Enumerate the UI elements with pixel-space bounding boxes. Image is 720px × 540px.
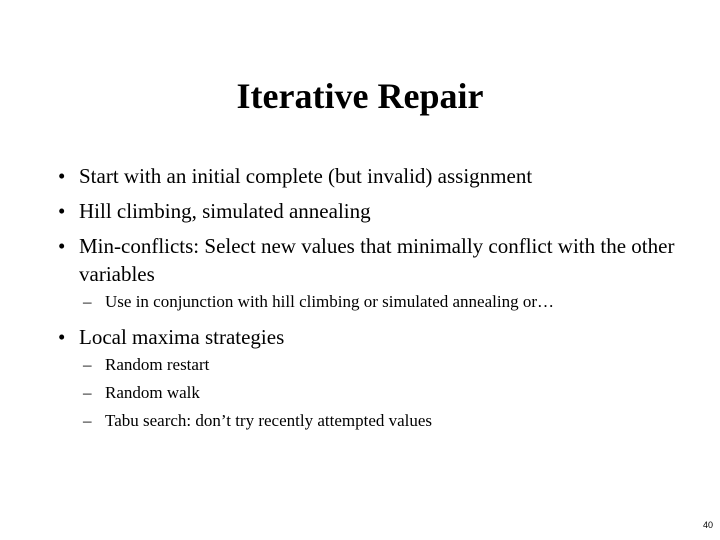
sub-bullet-item bbox=[79, 407, 678, 435]
dash-icon: – bbox=[83, 292, 92, 311]
dash-icon: – bbox=[83, 411, 92, 430]
sub-bullet-item bbox=[79, 379, 678, 407]
bullet-list bbox=[58, 162, 678, 442]
sub-list bbox=[79, 288, 678, 316]
bullet-item bbox=[58, 232, 678, 316]
bullet-icon: • bbox=[58, 199, 66, 223]
bullet-text: Local maxima strategies bbox=[79, 325, 285, 349]
bullet-icon: • bbox=[58, 325, 66, 349]
sub-bullet-text: Random walk bbox=[105, 383, 200, 402]
bullet-icon: • bbox=[58, 234, 66, 258]
dash-icon: – bbox=[83, 383, 92, 402]
bullet-icon: • bbox=[58, 164, 66, 188]
sub-bullet-text: Tabu search: don’t try recently attempted values bbox=[105, 411, 433, 430]
bullet-text: Start with an initial complete (but invalid) assignment bbox=[79, 164, 533, 188]
bullet-item bbox=[58, 162, 678, 190]
bullet-text: Min-conflicts: Select new values that minimally conflict with the other variables bbox=[79, 234, 675, 286]
sub-bullet-text: Random restart bbox=[105, 355, 210, 374]
sub-bullet-item bbox=[79, 288, 678, 316]
slide-title: Iterative Repair bbox=[236, 76, 484, 116]
dash-icon: – bbox=[83, 355, 92, 374]
bullet-item bbox=[58, 197, 678, 225]
sub-bullet-text: Use in conjunction with hill climbing or simulated annealing or… bbox=[105, 292, 555, 311]
page-number: 40 bbox=[702, 520, 713, 530]
bullet-text: Hill climbing, simulated annealing bbox=[79, 199, 371, 223]
bullet-item bbox=[58, 323, 678, 435]
sub-list bbox=[79, 351, 678, 435]
sub-bullet-item bbox=[79, 351, 678, 379]
